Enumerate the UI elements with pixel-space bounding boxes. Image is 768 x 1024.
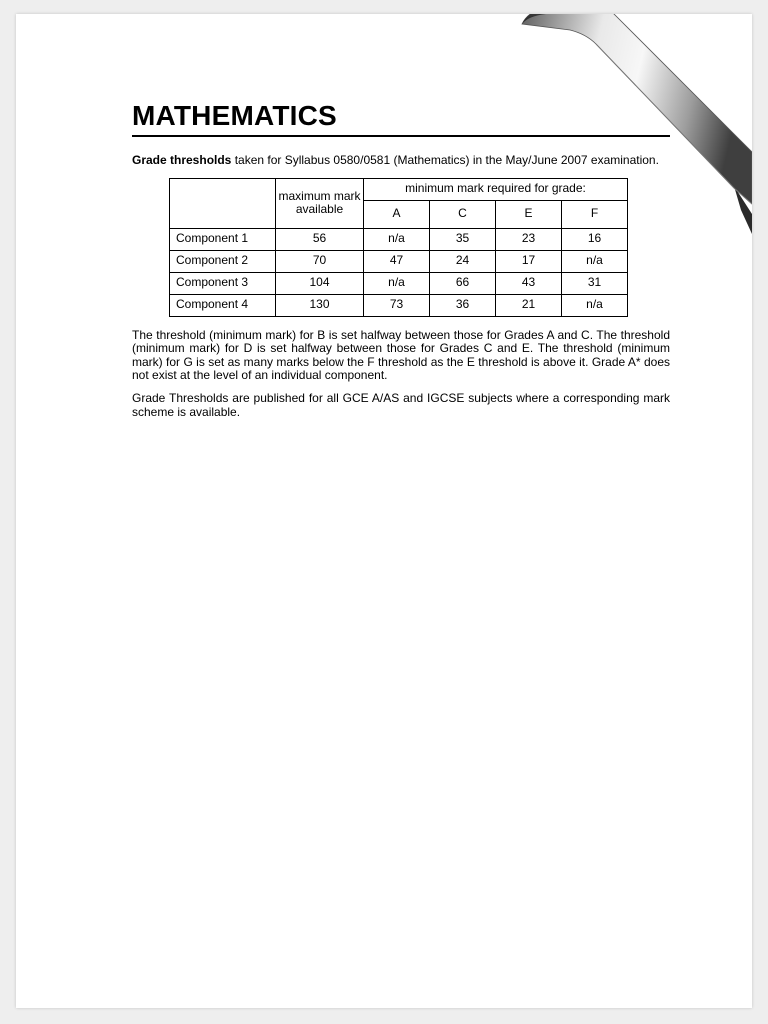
component-name: Component 2 [170, 250, 276, 272]
publication-note: Grade Thresholds are published for all GCE A/AS and IGCSE subjects where a corresponding mark scheme is available. [132, 390, 670, 419]
max-mark-cell: 130 [276, 294, 364, 316]
table-row [170, 294, 628, 316]
threshold-note: The threshold (minimum mark) for B is set halfway between those for Grades A and C. The threshold (minimum mark) for D is set halfway between those for Grades C and E. The threshold (minimum mark) for G is set as many marks below the F threshold as the E threshold is above it. Grade A* does not exist at the level of an individual component. [132, 327, 670, 383]
component-name: Component 1 [170, 228, 276, 250]
grade-f-cell: 31 [562, 272, 628, 294]
grade-e-cell: 21 [496, 294, 562, 316]
grade-e-cell: 43 [496, 272, 562, 294]
component-name: Component 3 [170, 272, 276, 294]
grade-c-cell: 36 [430, 294, 496, 316]
grade-header-f: F [562, 200, 628, 228]
grade-e-cell: 17 [496, 250, 562, 272]
intro-bold-text: Grade thresholds [132, 153, 232, 167]
grade-a-cell: 47 [364, 250, 430, 272]
grade-header-a: A [364, 200, 430, 228]
table-row [170, 228, 628, 250]
grade-a-cell: n/a [364, 272, 430, 294]
empty-header-cell [170, 178, 276, 228]
grade-header-c: C [430, 200, 496, 228]
grade-e-cell: 23 [496, 228, 562, 250]
table-row [170, 250, 628, 272]
grade-a-cell: n/a [364, 228, 430, 250]
max-mark-header: maximum mark available [276, 178, 364, 228]
document-page [16, 14, 752, 1008]
min-mark-header: minimum mark required for grade: [364, 178, 628, 200]
table-header-row [170, 178, 628, 200]
table-row [170, 272, 628, 294]
component-name: Component 4 [170, 294, 276, 316]
grade-header-e: E [496, 200, 562, 228]
max-mark-cell: 70 [276, 250, 364, 272]
intro-paragraph [132, 154, 670, 168]
grade-c-cell: 24 [430, 250, 496, 272]
grade-c-cell: 66 [430, 272, 496, 294]
intro-text: taken for Syllabus 0580/0581 (Mathematics) in the May/June 2007 examination. [231, 153, 659, 167]
grade-a-cell: 73 [364, 294, 430, 316]
page-title: MATHEMATICS [132, 98, 670, 137]
document-content [132, 98, 670, 419]
grade-f-cell: n/a [562, 294, 628, 316]
grade-f-cell: 16 [562, 228, 628, 250]
grade-c-cell: 35 [430, 228, 496, 250]
grade-threshold-table [169, 178, 628, 317]
max-mark-cell: 104 [276, 272, 364, 294]
grade-f-cell: n/a [562, 250, 628, 272]
max-mark-cell: 56 [276, 228, 364, 250]
